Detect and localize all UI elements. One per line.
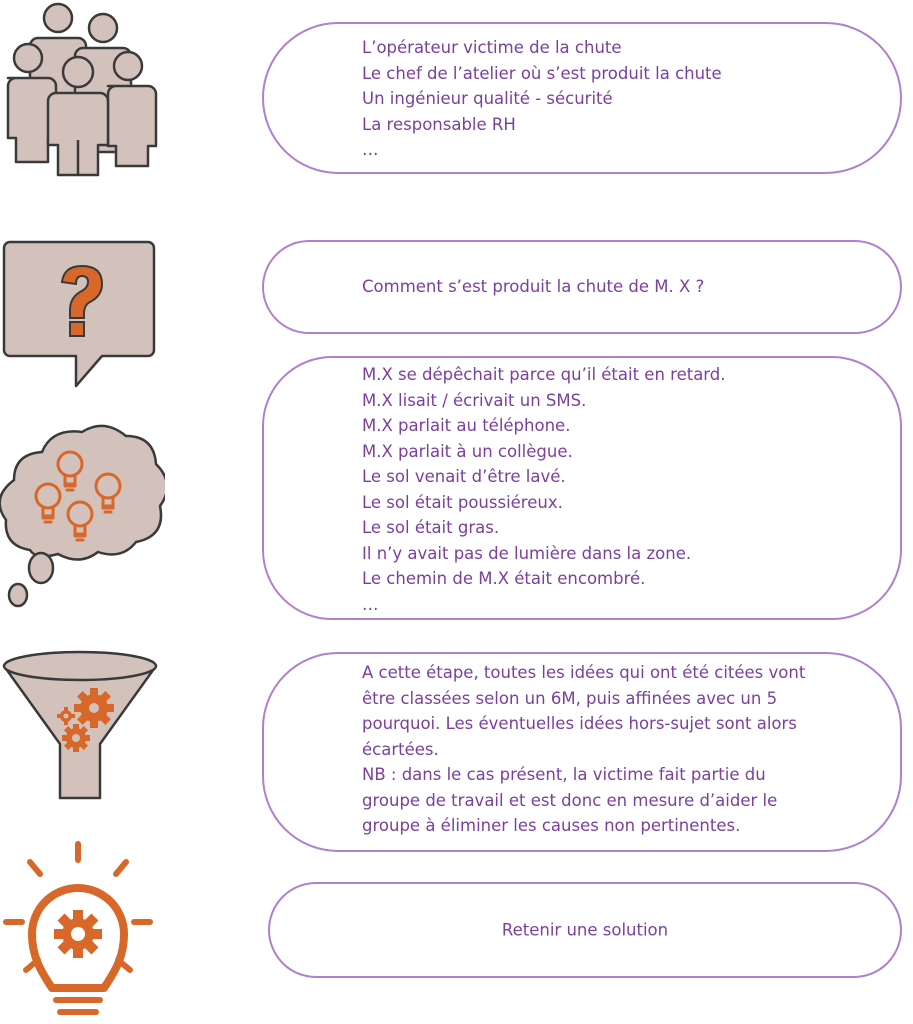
ideas-box [262, 356, 902, 620]
participants-box [262, 22, 902, 174]
solution-line: Retenir une solution [501, 920, 669, 940]
question-text [362, 274, 704, 300]
filter-box [262, 652, 902, 852]
filter-line: A cette étape, toutes les idées qui ont été citées vont [362, 663, 806, 682]
filter-text [362, 660, 805, 839]
participants-text [362, 35, 722, 163]
lightbulb-gear-icon [0, 838, 160, 1024]
participant-line: La responsable RH [362, 114, 516, 134]
idea-line: M.X parlait à un collègue. [362, 441, 573, 461]
filter-line: groupe à éliminer les causes non pertinentes. [362, 816, 741, 835]
participant-line: … [362, 140, 379, 159]
participant-line: Le chef de l’atelier où s’est produit la chute [362, 63, 722, 83]
filter-line: écartées. [362, 739, 439, 759]
idea-line: M.X parlait au téléphone. [362, 416, 571, 435]
idea-line: Le sol était poussiéreux. [362, 492, 563, 512]
idea-line: Il n’y avait pas de lumière dans la zone. [362, 543, 692, 563]
solution-box [268, 882, 902, 978]
question-box [262, 240, 902, 334]
idea-line: Le sol venait d’être lavé. [362, 467, 566, 486]
idea-line: … [362, 594, 379, 614]
idea-line: Le chemin de M.X était encombré. [362, 569, 646, 588]
people-group-icon [0, 0, 160, 180]
participant-line: Un ingénieur qualité - sécurité [362, 89, 613, 108]
idea-line: M.X se dépêchait parce qu’il était en retard. [362, 365, 726, 384]
filter-line: pourquoi. Les éventuelles idées hors-sujet sont alors [362, 714, 797, 733]
question-bubble-icon [0, 236, 160, 396]
solution-text [270, 917, 900, 943]
participant-line: L’opérateur victime de la chute [362, 38, 622, 57]
funnel-gears-icon [0, 646, 160, 806]
idea-cloud-icon [0, 420, 165, 615]
idea-line: Le sol était gras. [362, 518, 500, 537]
question-line: Comment s’est produit la chute de M. X ? [362, 277, 705, 296]
filter-line: groupe de travail et est donc en mesure d’aider le [362, 790, 778, 810]
ideas-text [362, 362, 726, 617]
idea-line: M.X lisait / écrivait un SMS. [362, 390, 587, 410]
filter-line: être classées selon un 6M, puis affinées avec un 5 [362, 688, 778, 708]
filter-line: NB : dans le cas présent, la victime fait partie du [362, 765, 766, 784]
